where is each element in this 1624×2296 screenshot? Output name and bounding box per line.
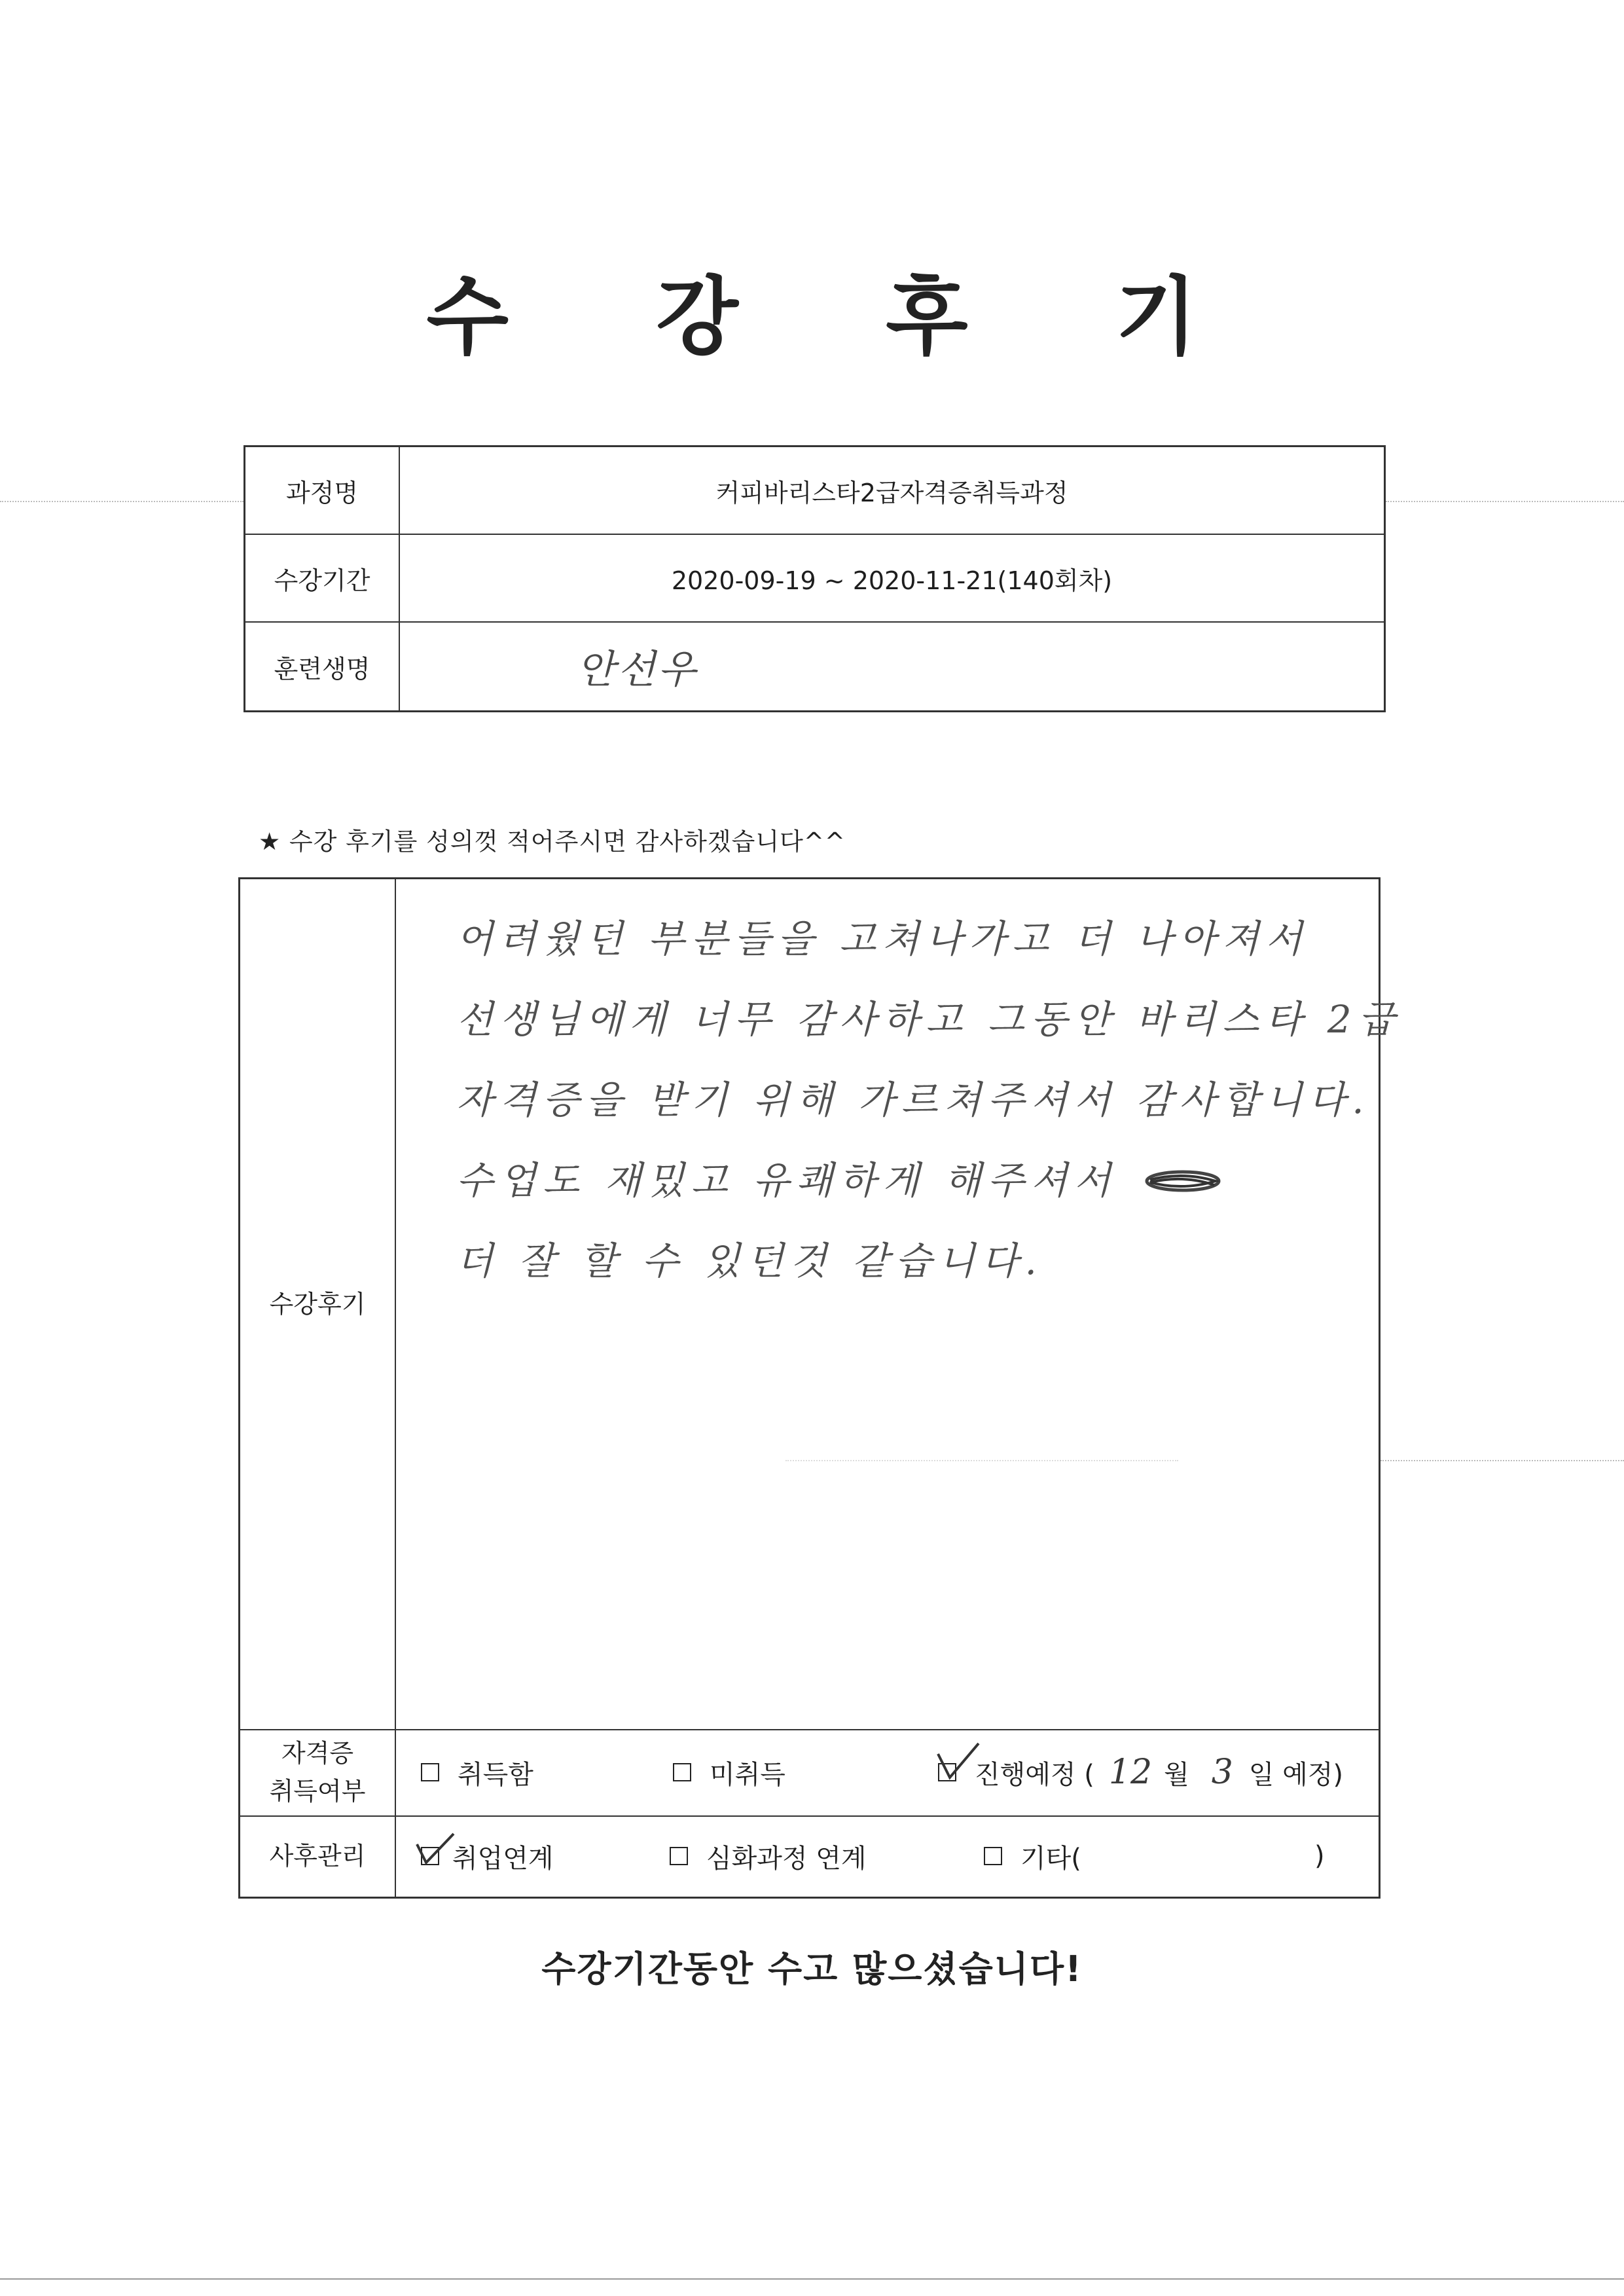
checkbox-advanced-course[interactable] bbox=[670, 1847, 688, 1865]
scan-bottom-edge bbox=[0, 2278, 1624, 2280]
day-handwritten: 3 bbox=[1211, 1753, 1233, 1792]
check-mark-icon bbox=[935, 1740, 981, 1785]
scribble-mark-icon bbox=[1144, 1168, 1222, 1194]
checkbox-other[interactable] bbox=[984, 1847, 1002, 1865]
closing-message: 수강기간동안 수고 많으셨습니다! bbox=[541, 1948, 1083, 1990]
review-handwritten-text bbox=[456, 899, 1595, 1302]
trainee-row bbox=[245, 623, 1384, 710]
period-row bbox=[245, 535, 1384, 623]
review-line: 수업도 재밌고 유쾌하게 해주셔서 bbox=[456, 1140, 1595, 1221]
course-value: 커피바리스타2급자격증취득과정 bbox=[715, 478, 1068, 507]
review-line: 선생님에게 너무 감사하고 그동안 바리스타 2급 bbox=[456, 997, 1401, 1042]
option-advanced-course[interactable]: 심화과정 연계 bbox=[670, 1838, 867, 1875]
review-line: 더 잘 할 수 있던것 같습니다. bbox=[456, 1239, 1043, 1283]
scan-artifact-line bbox=[0, 501, 244, 502]
option-obtained[interactable]: 취득함 bbox=[421, 1754, 533, 1791]
trainee-value-handwritten: 안선우 bbox=[577, 647, 698, 693]
certification-label: 자격증 취득여부 bbox=[269, 1739, 366, 1806]
period-label: 수강기간 bbox=[245, 535, 400, 621]
review-label: 수강후기 bbox=[269, 1290, 366, 1319]
course-label: 과정명 bbox=[245, 447, 400, 534]
page-title: 수 강 후 기 bbox=[426, 267, 1257, 367]
scan-artifact-line bbox=[1386, 501, 1624, 502]
option-not-obtained[interactable]: 미취득 bbox=[673, 1754, 785, 1791]
review-notice: ★ 수강 후기를 성의껏 적어주시면 감사하겠습니다^^ bbox=[259, 828, 846, 856]
check-mark-icon bbox=[414, 1825, 460, 1870]
other-close-paren: ) bbox=[1314, 1841, 1325, 1871]
course-info-table bbox=[244, 445, 1386, 712]
checkbox-obtained[interactable] bbox=[421, 1763, 439, 1781]
checkbox-not-obtained[interactable] bbox=[673, 1763, 691, 1781]
scan-artifact-line bbox=[1380, 1460, 1624, 1461]
scan-artifact-line bbox=[785, 1460, 1178, 1461]
course-row bbox=[245, 447, 1384, 535]
option-other[interactable]: 기타( bbox=[984, 1838, 1081, 1875]
aftercare-label: 사후관리 bbox=[269, 1842, 366, 1870]
aftercare-options bbox=[395, 1815, 1379, 1897]
checkbox-in-progress[interactable] bbox=[938, 1763, 956, 1781]
trainee-label: 훈련생명 bbox=[245, 623, 400, 710]
option-job-link[interactable]: 취업연계 bbox=[421, 1838, 554, 1875]
certification-options bbox=[395, 1729, 1379, 1815]
period-value: 2020-09-19 ~ 2020-11-21(140회차) bbox=[671, 566, 1113, 595]
month-handwritten: 12 bbox=[1108, 1753, 1153, 1792]
review-line: 어려웠던 부분들을 고쳐나가고 더 나아져서 bbox=[456, 917, 1309, 961]
review-table bbox=[238, 877, 1401, 1899]
review-line: 자격증을 받기 위해 가르쳐주셔서 감사합니다. bbox=[456, 1078, 1371, 1122]
option-in-progress[interactable]: 진행예정 ( 12 월 3 일 예정) bbox=[938, 1753, 1343, 1792]
checkbox-job-link[interactable] bbox=[421, 1847, 439, 1865]
